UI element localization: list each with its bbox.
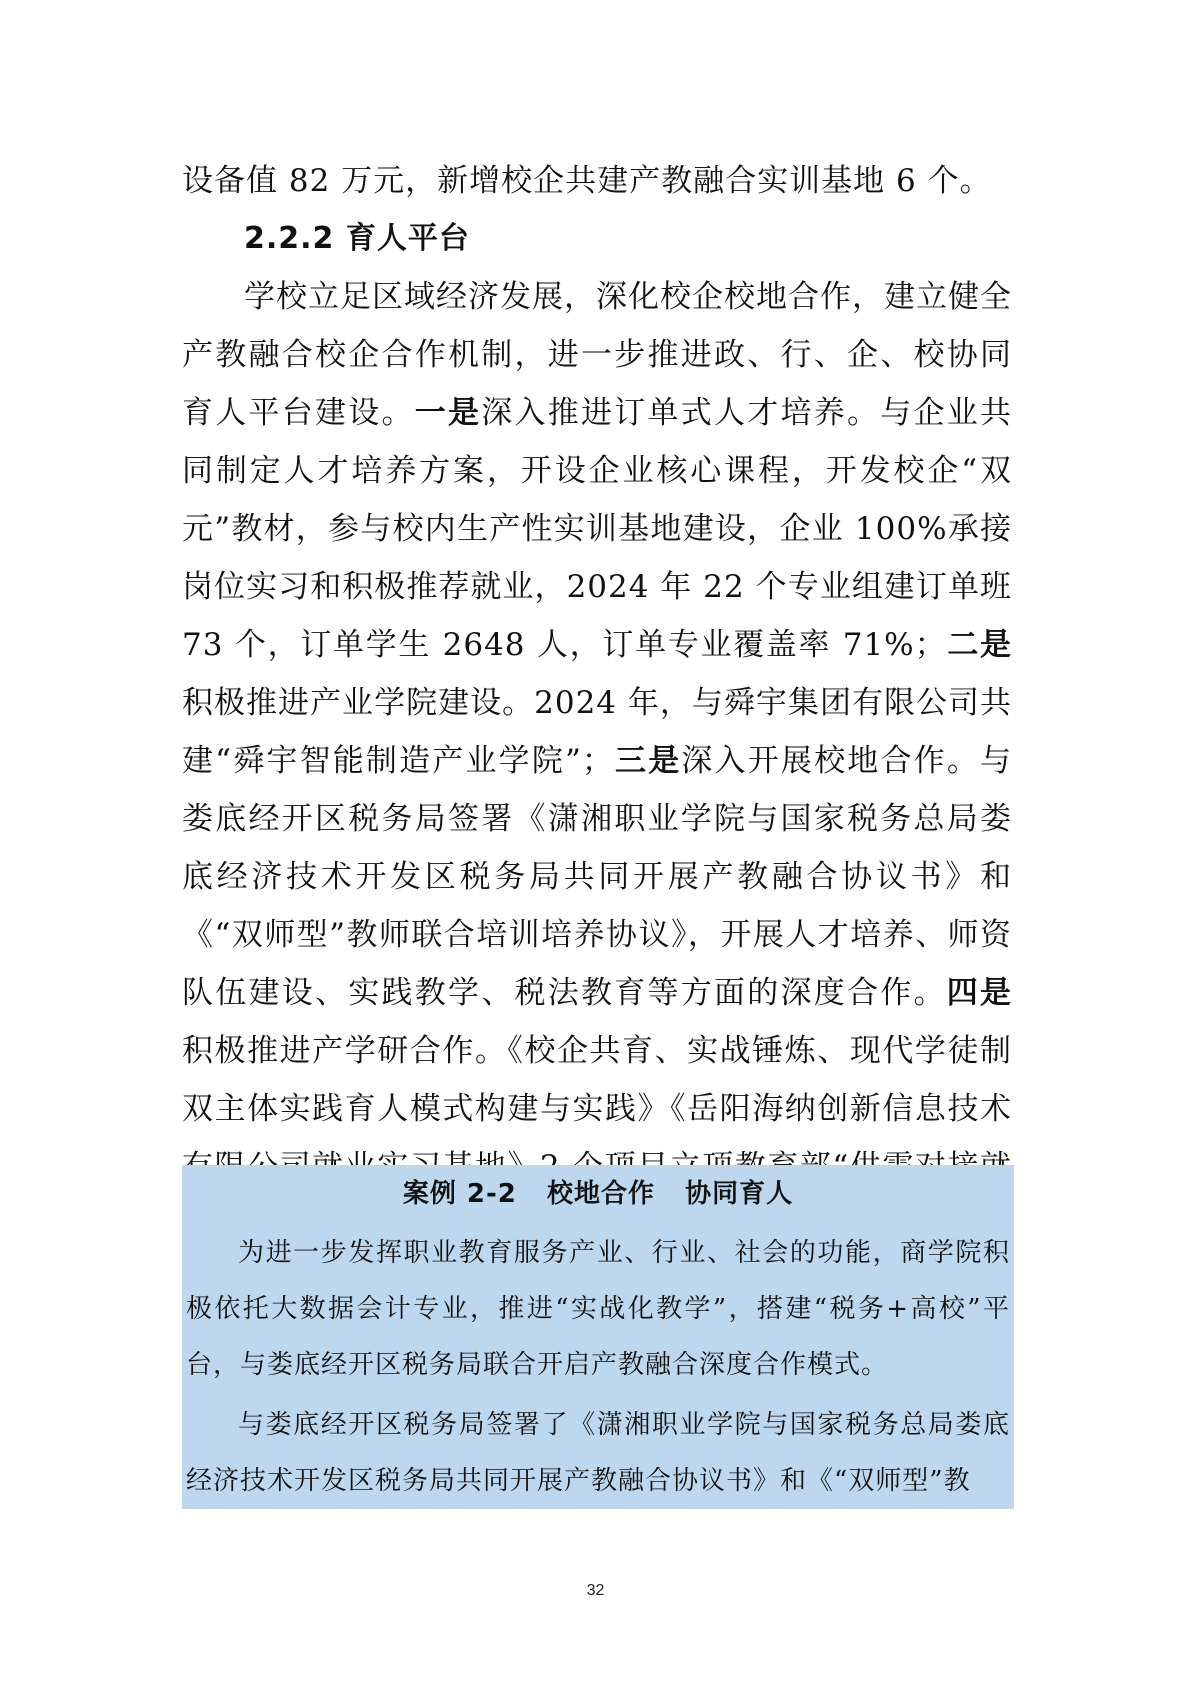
point-1-text: 深入推进订单式人才培养。与企业共同制定人才培养方案，开设企业核心课程，开发校企“双元”教材，参与校内生产性实训基地建设，企业 100%承接岗位实习和积极推荐就业，2024 年 22 个专业组建订单班 73 个，订单学生 2648 人，订单专业覆盖率 71%；: [182, 395, 1012, 663]
opening-line: 设备值 82 万元，新增校企共建产教融合实训基地 6 个。: [182, 163, 992, 199]
point-1-label: 一是: [414, 395, 482, 431]
case-title: 案例 2-2 校地合作 协同育人: [402, 1179, 794, 1209]
paragraph-intro: 学校立足区域经济发展，深化校企校地合作，建立健全产教融合校企合作机制，进一步推进政、行、企、校协同育人平台建设。: [182, 279, 1012, 431]
page-number: 32: [586, 1582, 605, 1599]
point-3-label: 三是: [613, 743, 682, 779]
body-paragraph: [182, 268, 1012, 1254]
point-4-label: 四是: [946, 975, 1012, 1011]
case-paragraph-2: 与娄底经开区税务局签署了《潇湘职业学院与国家税务总局娄底经济技术开发区税务局共同开展产教融合协议书》和《“双师型”教: [186, 1410, 1010, 1496]
case-paragraph-1: 为进一步发挥职业教育服务产业、行业、社会的功能，商学院积极依托大数据会计专业，推进“实战化教学”，搭建“税务+高校”平台，与娄底经开区税务局联合开启产教融合深度合作模式。: [186, 1238, 1010, 1380]
point-2-text: 积极推进产业学院建设。2024 年，与舜宇集团有限公司共建“舜宇智能制造产业学院”；: [182, 685, 1012, 779]
point-4-text: 积极推进产学研合作。《校企共育、实战锤炼、现代学徒制双主体实践育人模式构建与实践》《岳阳海纳创新信息技术: [182, 1033, 1012, 1127]
point-3-text: 深入开展校地合作。与娄底经开区税务局签署《潇湘职业学院与国家税务总局娄底经济技术开发区税务局共同开展产教融合协议书》和《“双师型”教师联合培训培养协议》，开展人才培养、师资队伍建设、实践教学、税法教育等方面的深度合作。: [182, 743, 1013, 1011]
point-2-label: 二是: [946, 627, 1013, 663]
section-heading: 2.2.2 育人平台: [244, 221, 470, 256]
main-content: [182, 152, 1012, 1254]
case-study-box: [182, 1165, 1014, 1509]
